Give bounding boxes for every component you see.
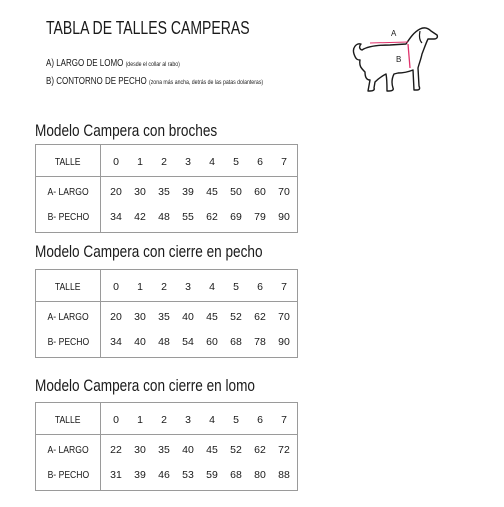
value-cell: 52 [230,311,242,323]
measure-line-b [408,44,410,68]
measure-line-a [370,42,408,43]
value-cell: 40 [182,311,194,323]
header-label: TALLE [55,281,81,293]
value-cell: 35 [158,444,170,456]
legend-item-a [46,58,213,69]
size-cell: 1 [137,156,143,168]
size-cell: 3 [185,281,191,293]
value-cell: 50 [230,186,242,198]
row-label: B- PECHO [47,211,89,223]
size-cell: 6 [257,414,263,426]
size-cell: 5 [233,414,239,426]
row-label: A- LARGO [47,444,89,456]
size-cell: 6 [257,156,263,168]
legend-b-note: (zona más ancha, detrás de las patas dolanteras) [148,79,264,86]
value-cell: 39 [134,469,146,481]
value-cell: 34 [110,336,122,348]
table-row-largo [36,180,297,205]
row-label: B- PECHO [47,469,89,481]
size-cell: 1 [137,414,143,426]
value-cell: 45 [206,444,218,456]
header-label: TALLE [55,414,81,426]
header-row [36,275,297,300]
value-cell: 69 [230,211,242,223]
value-cell: 42 [134,211,146,223]
value-cell: 72 [278,444,290,456]
section-title-cierre-pecho: Modelo Campera con cierre en pecho [35,242,263,261]
value-cell: 20 [110,311,122,323]
row-label: B- PECHO [47,336,89,348]
value-cell: 46 [158,469,170,481]
size-table-broches [35,144,298,233]
value-cell: 30 [134,186,146,198]
size-cell: 2 [161,156,167,168]
value-cell: 62 [254,444,266,456]
value-cell: 40 [182,444,194,456]
table-row-largo [36,438,297,463]
dog-ear [419,31,422,43]
value-cell: 70 [278,311,290,323]
legend-a-text: A) LARGO DE LOMO [46,58,124,69]
value-cell: 48 [158,211,170,223]
value-cell: 88 [278,469,290,481]
label-b: B [396,55,402,64]
size-table-cierre-pecho [35,269,298,358]
value-cell: 55 [182,211,194,223]
value-cell: 35 [158,311,170,323]
value-cell: 80 [254,469,266,481]
size-table-cierre-lomo [35,402,298,491]
value-cell: 70 [278,186,290,198]
value-cell: 53 [182,469,194,481]
size-cell: 4 [209,156,215,168]
table-row-largo [36,305,297,330]
header-row [36,150,297,175]
size-cell: 0 [113,414,119,426]
size-cell: 5 [233,281,239,293]
row-label: A- LARGO [47,186,89,198]
size-cell: 3 [185,156,191,168]
size-cell: 7 [281,156,287,168]
table-row-pecho [36,330,297,355]
value-cell: 45 [206,311,218,323]
value-cell: 62 [254,311,266,323]
size-cell: 2 [161,414,167,426]
value-cell: 22 [110,444,122,456]
value-cell: 30 [134,444,146,456]
size-cell: 4 [209,281,215,293]
size-cell: 6 [257,281,263,293]
section-title-cierre-lomo: Modelo Campera con cierre en lomo [35,376,255,395]
value-cell: 90 [278,336,290,348]
size-cell: 7 [281,281,287,293]
value-cell: 59 [206,469,218,481]
value-cell: 35 [158,186,170,198]
value-cell: 60 [206,336,218,348]
value-cell: 79 [254,211,266,223]
header-row [36,408,297,433]
size-cell: 5 [233,156,239,168]
dog-measurement-diagram [348,22,444,98]
size-cell: 2 [161,281,167,293]
size-cell: 4 [209,414,215,426]
value-cell: 90 [278,211,290,223]
value-cell: 31 [110,469,122,481]
label-a: A [391,29,397,38]
value-cell: 39 [182,186,194,198]
legend-a-note: (desde el collar al rabo) [125,61,180,68]
section-title-broches: Modelo Campera con broches [35,121,218,140]
value-cell: 52 [230,444,242,456]
size-cell: 7 [281,414,287,426]
value-cell: 62 [206,211,218,223]
value-cell: 20 [110,186,122,198]
value-cell: 54 [182,336,194,348]
table-row-pecho [36,463,297,488]
header-label: TALLE [55,156,81,168]
legend-item-b [46,76,317,87]
size-cell: 0 [113,156,119,168]
value-cell: 78 [254,336,266,348]
legend-b-text: B) CONTORNO DE PECHO [46,76,147,87]
value-cell: 45 [206,186,218,198]
value-cell: 48 [158,336,170,348]
page-title: TABLA DE TALLES CAMPERAS [46,18,250,38]
value-cell: 60 [254,186,266,198]
value-cell: 68 [230,469,242,481]
row-label: A- LARGO [47,311,89,323]
value-cell: 68 [230,336,242,348]
table-row-pecho [36,205,297,230]
size-cell: 0 [113,281,119,293]
value-cell: 30 [134,311,146,323]
value-cell: 34 [110,211,122,223]
size-cell: 3 [185,414,191,426]
value-cell: 40 [134,336,146,348]
size-cell: 1 [137,281,143,293]
